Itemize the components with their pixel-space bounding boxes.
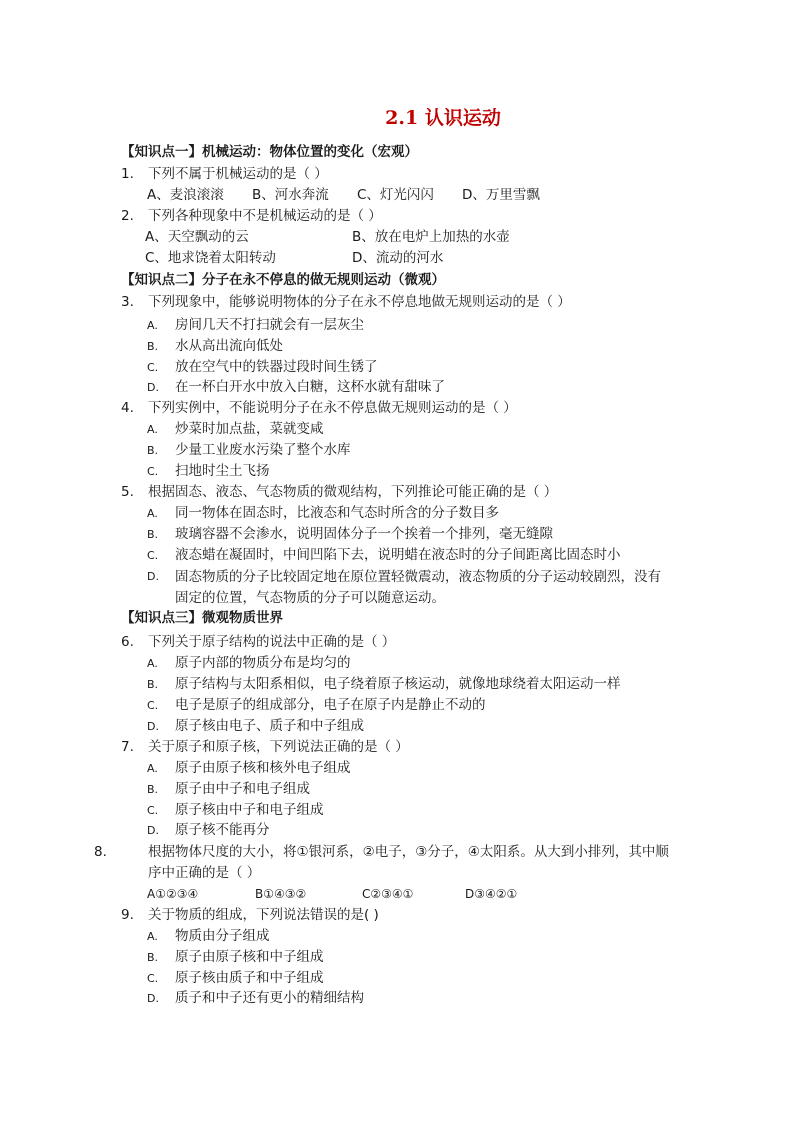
- question-4-option-b: [147, 440, 687, 462]
- question-1-option-c: C、灯光闪闪: [357, 187, 434, 203]
- option-letter: C.: [147, 549, 159, 562]
- question-stem: 根据物体尺度的大小，将①银河系，②电子，③分子，④太阳系。从大到小排列，其中顺序中正确的是（ ）: [148, 844, 669, 881]
- question-1: [121, 164, 681, 185]
- question-1-option-a: A、麦浪滚滚: [147, 187, 224, 203]
- question-2-option-a: A、天空飘动的云: [145, 229, 249, 245]
- option-text: 原子由中子和电子组成: [175, 781, 310, 797]
- question-number: 2.: [121, 208, 134, 224]
- option-text: 水从高出流向低处: [175, 338, 283, 354]
- option-text: 原子核由中子和电子组成: [175, 802, 324, 818]
- option-text: 放在空气中的铁器过段时间生锈了: [175, 359, 378, 375]
- question-5: [121, 482, 681, 503]
- question-number: 1.: [121, 166, 134, 182]
- option-letter: A.: [147, 507, 158, 520]
- question-stem: 下列关于原子结构的说法中正确的是（ ）: [148, 634, 396, 650]
- option-letter: A.: [147, 762, 158, 775]
- question-5-option-b: [147, 524, 687, 546]
- question-number: 5.: [121, 484, 134, 500]
- option-text: 原子核由质子和中子组成: [175, 970, 324, 986]
- option-text: 扫地时尘土飞扬: [175, 463, 270, 479]
- question-7-option-c: [147, 800, 687, 822]
- option-letter: C.: [147, 361, 159, 374]
- option-text: 原子由原子核和核外电子组成: [175, 760, 351, 776]
- question-4-option-a: [147, 419, 687, 441]
- question-6-option-d: [147, 716, 687, 738]
- question-stem: 下列现象中，能够说明物体的分子在永不停息地做无规则运动的是（ ）: [148, 294, 571, 310]
- question-7-option-b: [147, 779, 687, 801]
- question-2: [121, 206, 681, 227]
- option-text: 少量工业废水污染了整个水库: [175, 442, 351, 458]
- question-5-option-a: [147, 503, 687, 525]
- option-letter: A.: [147, 319, 158, 332]
- question-stem: 下列不属于机械运动的是（ ）: [148, 166, 328, 182]
- option-text: 电子是原子的组成部分，电子在原子内是静止不动的: [175, 697, 486, 713]
- question-9-option-b: [147, 947, 687, 969]
- question-9-option-d: [147, 988, 687, 1010]
- question-8: [94, 842, 676, 883]
- option-letter: C.: [147, 699, 159, 712]
- question-5-option-c: [147, 545, 687, 567]
- option-letter: B.: [147, 783, 159, 796]
- question-6-option-b: [147, 674, 687, 696]
- question-number: 6.: [121, 634, 134, 650]
- question-stem: 下列各种现象中不是机械运动的是（ ）: [148, 208, 382, 224]
- question-7: [121, 737, 681, 758]
- question-stem: 下列实例中，不能说明分子在永不停息做无规则运动的是（ ）: [148, 400, 517, 416]
- question-7-option-d: [147, 820, 687, 842]
- option-text: 原子核由电子、质子和中子组成: [175, 718, 364, 734]
- option-text: 在一杯白开水中放入白糖，这杯水就有甜味了: [175, 379, 445, 395]
- question-9: [121, 905, 681, 926]
- option-letter: C.: [147, 972, 159, 985]
- question-number: 3.: [121, 294, 134, 310]
- option-text: 玻璃容器不会渗水，说明固体分子一个挨着一个排列，毫无缝隙: [175, 526, 553, 542]
- question-number: 7.: [121, 739, 134, 755]
- option-text: 质子和中子还有更小的精细结构: [175, 990, 364, 1006]
- option-letter: D.: [147, 720, 159, 733]
- option-text: 固态物质的分子比较固定地在原位置轻微震动，液态物质的分子运动较剧烈，没有固定的位置，气态物质的分子可以随意运动。: [175, 569, 661, 606]
- question-4: [121, 398, 681, 419]
- question-8-option-d: D③④②①: [465, 887, 518, 901]
- option-text: 物质由分子组成: [175, 928, 270, 944]
- question-1-option-d: D、万里雪飘: [462, 187, 540, 203]
- question-6-option-c: [147, 695, 687, 717]
- option-letter: C.: [147, 465, 159, 478]
- question-8-option-a: A①②③④: [147, 887, 199, 901]
- question-number: 8.: [94, 844, 107, 860]
- question-2-option-c: C、地求饶着太阳转动: [145, 250, 276, 266]
- question-3-option-c: [147, 357, 687, 379]
- question-stem: 根据固态、液态、气态物质的微观结构，下列推论可能正确的是（ ）: [148, 484, 558, 500]
- option-text: 原子结构与太阳系相似，电子绕着原子核运动，就像地球绕着太阳运动一样: [175, 676, 621, 692]
- question-2-option-d: D、流动的河水: [352, 250, 444, 266]
- question-number: 4.: [121, 400, 134, 416]
- question-stem: 关于物质的组成，下列说法错误的是( ): [148, 907, 379, 923]
- option-letter: A.: [147, 930, 158, 943]
- section-heading-2: 【知识点二】分子在永不停息的做无规则运动（微观）: [121, 272, 445, 288]
- question-number: 9.: [121, 907, 134, 923]
- option-letter: B.: [147, 444, 159, 457]
- option-text: 原子由原子核和中子组成: [175, 949, 324, 965]
- question-8-option-c: C②③④①: [362, 887, 414, 901]
- question-9-option-a: [147, 926, 687, 948]
- option-letter: B.: [147, 678, 159, 691]
- question-8-option-b: B①④③②: [255, 887, 307, 901]
- option-letter: A.: [147, 423, 158, 436]
- question-3-option-d: [147, 377, 687, 399]
- option-letter: D.: [147, 570, 159, 583]
- question-7-option-a: [147, 758, 687, 780]
- question-6-option-a: [147, 653, 687, 675]
- option-letter: B.: [147, 528, 159, 541]
- option-text: 炒菜时加点盐，菜就变咸: [175, 421, 324, 437]
- option-text: 房间几天不打扫就会有一层灰尘: [175, 317, 364, 333]
- option-letter: A.: [147, 657, 158, 670]
- question-4-option-c: [147, 461, 687, 483]
- option-text: 同一物体在固态时，比液态和气态时所含的分子数目多: [175, 505, 499, 521]
- question-3: [121, 292, 681, 313]
- question-stem: 关于原子和原子核，下列说法正确的是（ ）: [148, 739, 409, 755]
- option-letter: B.: [147, 340, 159, 353]
- option-text: 液态蜡在凝固时，中间凹陷下去，说明蜡在液态时的分子间距离比固态时小: [175, 547, 621, 563]
- question-3-option-b: [147, 336, 687, 358]
- option-letter: D.: [147, 992, 159, 1005]
- section-heading-1: 【知识点一】机械运动：物体位置的变化（宏观）: [121, 144, 418, 160]
- option-letter: B.: [147, 951, 159, 964]
- option-letter: D.: [147, 824, 159, 837]
- question-6: [121, 632, 681, 653]
- question-3-option-a: [147, 315, 687, 337]
- option-letter: D.: [147, 381, 159, 394]
- question-9-option-c: [147, 968, 687, 990]
- section-heading-3: 【知识点三】微观物质世界: [121, 610, 283, 626]
- question-1-option-b: B、河水奔流: [252, 187, 329, 203]
- option-text: 原子内部的物质分布是均匀的: [175, 655, 351, 671]
- option-letter: C.: [147, 804, 159, 817]
- question-5-option-d: [147, 566, 673, 608]
- question-2-option-b: B、放在电炉上加热的水壶: [352, 229, 510, 245]
- option-text: 原子核不能再分: [175, 822, 270, 838]
- page-title: 2.1 认识运动: [385, 107, 501, 129]
